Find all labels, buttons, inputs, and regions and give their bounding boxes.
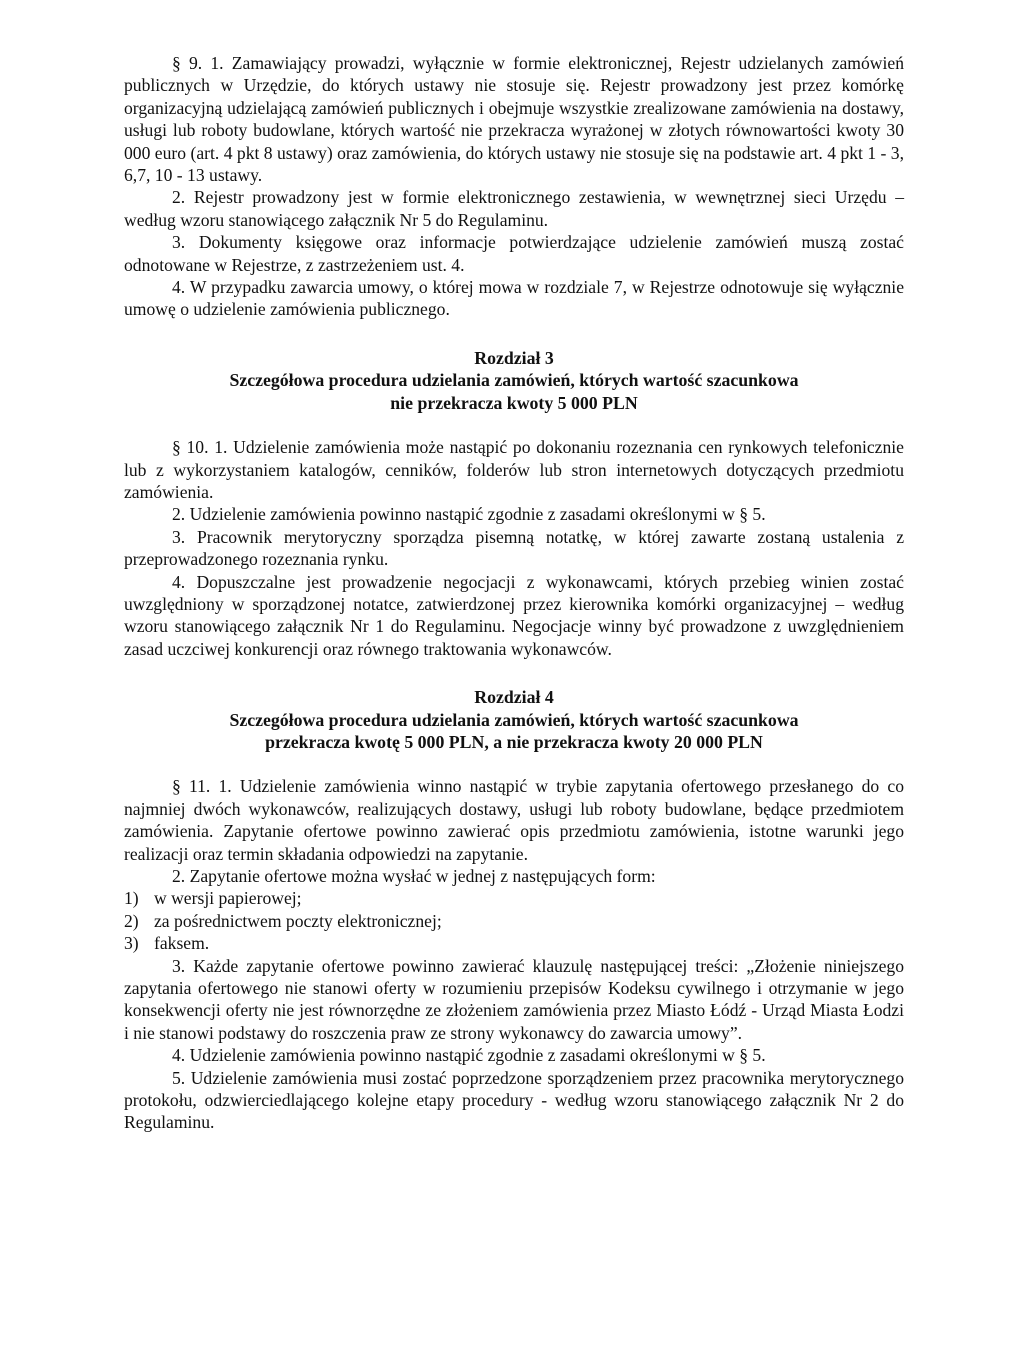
chapter-3-title: Rozdział 3 [474,347,554,368]
chapter-3-heading [124,347,904,414]
list-item-number: 2) [124,910,139,931]
chapter-3-subtitle-line-1: Szczegółowa procedura udzielania zamówień, których wartość szacunkowa [229,370,799,391]
section-9-paragraph-2: 2. Rejestr prowadzony jest w formie elektronicznego zestawienia, w wewnętrznej sieci Urzędu – według wzoru stanowiącego załącznik Nr 5 do Regulaminu. [124,187,904,230]
section-11 [124,775,904,1134]
section-10-paragraph-2: 2. Udzielenie zamówienia powinno nastąpić zgodnie z zasadami określonymi w § 5. [172,504,766,525]
chapter-4-subtitle-line-1: Szczegółowa procedura udzielania zamówień, których wartość szacunkowa [229,709,799,730]
section-11-paragraph-3: 3. Każde zapytanie ofertowe powinno zawierać klauzulę następującej treści: „Złożenie niniejszego zapytania ofertowego nie stanowi oferty w rozumieniu przepisów Kodeksu cywilnego i otrzymanie w jego konsekwencji oferty nie jest równorzędne ze złożeniem zamówienia przez Miasto Łódź - Urząd Miasta Łodzi i nie stanowi podstawy do roszczenia praw ze strony wykonawcy do zawarcia umowy”. [124,955,904,1043]
section-10 [124,436,904,660]
chapter-3-subtitle-line-2: nie przekracza kwoty 5 000 PLN [390,392,638,413]
section-10-paragraph-1: § 10. 1. Udzielenie zamówienia może nastąpić po dokonaniu rozeznania cen rynkowych telefonicznie lub z wykorzystaniem katalogów, cenników, folderów lub stron internetowych dotyczących przedmiotu zamówienia. [124,437,904,502]
section-9 [124,52,904,321]
list-item-number: 1) [124,888,139,909]
form-list [124,887,904,954]
section-9-paragraph-1: § 9. 1. Zamawiający prowadzi, wyłącznie w formie elektronicznej, Rejestr udzielanych zamówień publicznych w Urzędzie, do których ustawy nie stosuje się. Rejestr prowadzony jest przez komórkę organizacyjną udzielającą zamówień publicznych i obejmuje wszystkie zrealizowane zamówienia na dostawy, usługi lub roboty budowlane, których wartość nie przekracza wyrażonej w złotych równowartości kwoty 30 000 euro (art. 4 pkt 8 ustawy) oraz zamówienia, do których ustawy nie stosuje się na podstawie art. 4 pkt 1 - 3, 6,7, 10 - 13 ustawy. [124,53,904,186]
chapter-4-subtitle-line-2: przekracza kwotę 5 000 PLN, a nie przekracza kwoty 20 000 PLN [265,731,763,752]
section-10-paragraph-3: 3. Pracownik merytoryczny sporządza pisemną notatkę, w której zawarte zostaną ustalenia z przeprowadzonego rozeznania rynku. [124,526,904,570]
document-page [124,52,904,1134]
list-item [124,932,904,954]
list-item [124,887,904,909]
section-11-paragraph-5: 5. Udzielenie zamówienia musi zostać poprzedzone sporządzeniem przez pracownika merytorycznego protokołu, odzwierciedlającego kolejne etapy procedury - według wzoru stanowiącego załącznik Nr 2 do Regulaminu. [124,1067,904,1133]
section-9-paragraph-4: 4. W przypadku zawarcia umowy, o której mowa w rozdziale 7, w Rejestrze odnotowuje się wyłącznie umowę o udzielenie zamówienia publicznego. [124,277,904,320]
section-11-paragraph-4: 4. Udzielenie zamówienia powinno nastąpić zgodnie z zasadami określonymi w § 5. [172,1045,766,1066]
section-10-paragraph-4: 4. Dopuszczalne jest prowadzenie negocjacji z wykonawcami, których przebieg winien zostać uwzględniony w sporządzonej notatce, zatwierdzonej przez kierownika komórki organizacyjnej – według wzoru stanowiącego załącznik Nr 1 do Regulaminu. Negocjacje winny być prowadzone z uwzględnieniem zasad uczciwej konkurencji oraz równego traktowania wykonawców. [124,571,904,659]
section-9-paragraph-3: 3. Dokumenty księgowe oraz informacje potwierdzające udzielenie zamówień muszą zostać odnotowane w Rejestrze, z zastrzeżeniem ust. 4. [124,232,904,275]
section-11-paragraph-2: 2. Zapytanie ofertowe można wysłać w jednej z następujących form: [172,866,656,886]
chapter-4-heading [124,686,904,753]
list-item [124,910,904,932]
chapter-4-title: Rozdział 4 [474,687,554,708]
list-item-text: faksem. [154,933,210,954]
list-item-number: 3) [124,933,139,954]
list-item-text: za pośrednictwem poczty elektronicznej; [154,910,442,931]
section-11-paragraph-1: § 11. 1. Udzielenie zamówienia winno nastąpić w trybie zapytania ofertowego przesłanego do co najmniej dwóch wykonawców, realizujących dostawy, usługi lub roboty budowlane, będące przedmiotem zamówienia. Zapytanie ofertowe powinno zawierać opis przedmiotu zamówienia, istotne warunki jego realizacji oraz termin składania odpowiedzi na zapytanie. [124,776,904,864]
list-item-text: w wersji papierowej; [154,888,302,909]
